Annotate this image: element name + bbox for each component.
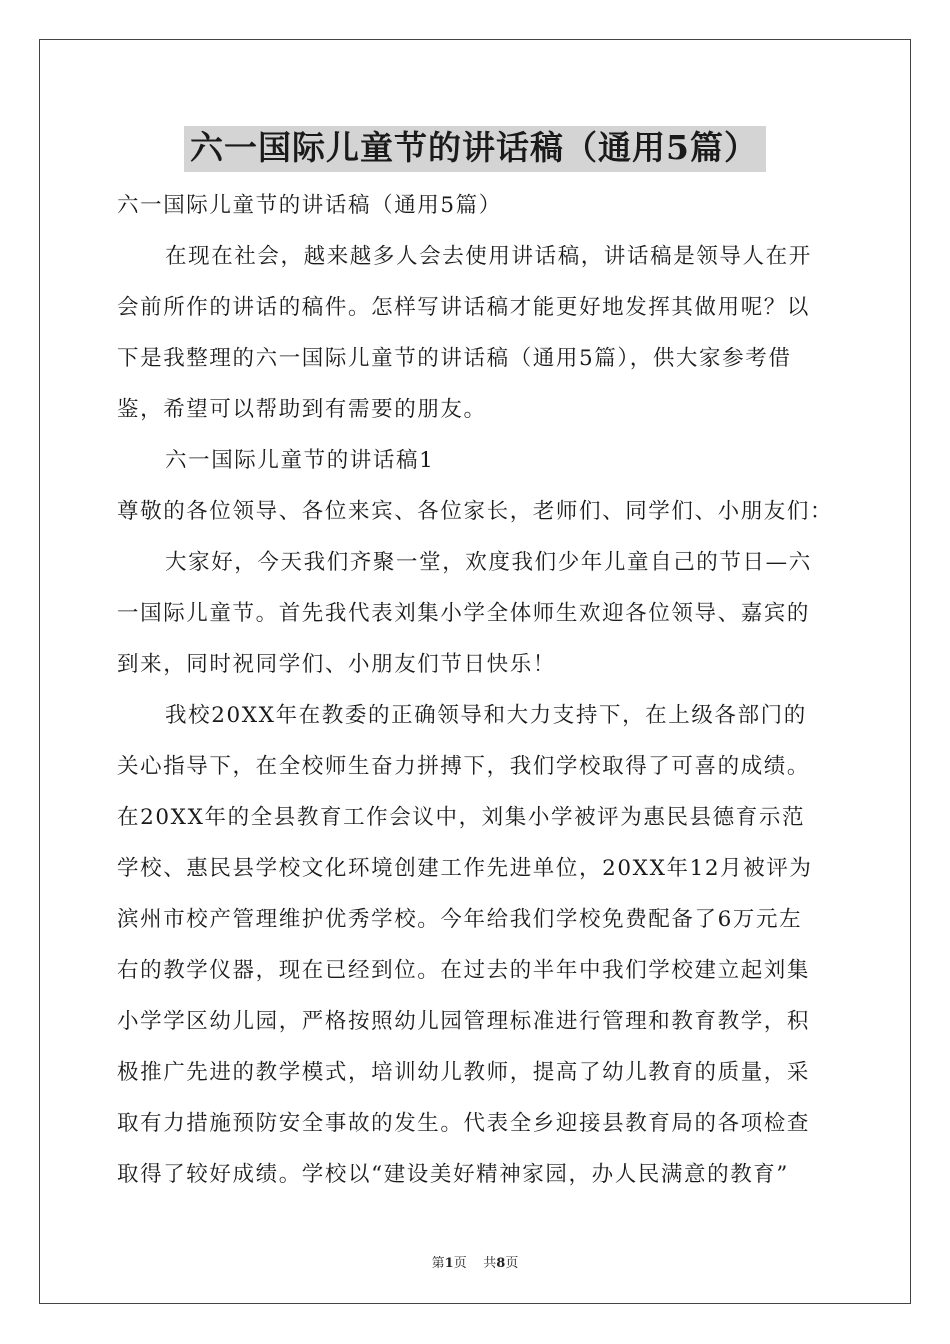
body-line: 滨州市校产管理维护优秀学校。今年给我们学校免费配备了6万元左 <box>117 907 803 932</box>
body-line: 下是我整理的六一国际儿童节的讲话稿（通用5篇），供大家参考借 <box>117 346 792 371</box>
body-line: 关心指导下，在全校师生奋力拼搏下，我们学校取得了可喜的成绩。 <box>117 754 811 779</box>
body-line: 右的教学仪器，现在已经到位。在过去的半年中我们学校建立起刘集 <box>117 958 811 983</box>
page-prefix: 第 <box>431 1256 445 1271</box>
page-footer <box>0 1252 950 1271</box>
body-line: 极推广先进的教学模式，培训幼儿教师，提高了幼儿教育的质量，采 <box>117 1060 811 1085</box>
body-line: 取得了较好成绩。学校以“建设美好精神家园，办人民满意的教育” <box>117 1162 789 1187</box>
subtitle-line: 六一国际儿童节的讲话稿（通用5篇） <box>117 193 502 218</box>
body-line: 小学学区幼儿园，严格按照幼儿园管理标准进行管理和教育教学，积 <box>117 1009 811 1034</box>
title-container <box>0 126 950 172</box>
total-pages: 8 <box>496 1256 506 1271</box>
salutation-line: 尊敬的各位领导、各位来宾、各位家长，老师们、同学们、小朋友们： <box>117 499 834 524</box>
body-line: 取有力措施预防安全事故的发生。代表全乡迎接县教育局的各项检查 <box>117 1111 811 1136</box>
page-suffix: 页 <box>453 1256 467 1271</box>
total-suffix: 页 <box>505 1256 519 1271</box>
body-line: 一国际儿童节。首先我代表刘集小学全体师生欢迎各位领导、嘉宾的 <box>117 601 811 626</box>
body-line: 在现在社会，越来越多人会去使用讲话稿，讲话稿是领导人在开 <box>165 244 812 269</box>
body-line: 鉴，希望可以帮助到有需要的朋友。 <box>117 397 487 422</box>
total-prefix: 共 <box>483 1256 497 1271</box>
body-line: 我校20XX年在教委的正确领导和大力支持下，在上级各部门的 <box>165 703 807 728</box>
body-line: 学校、惠民县学校文化环境创建工作先进单位，20XX年12月被评为 <box>117 856 813 881</box>
body-line: 大家好，今天我们齐聚一堂，欢度我们少年儿童自己的节日—六 <box>165 550 812 575</box>
body-line: 在20XX年的全县教育工作会议中，刘集小学被评为惠民县德育示范 <box>117 805 806 830</box>
document-title: 六一国际儿童节的讲话稿（通用5篇） <box>184 126 766 172</box>
body-line: 到来，同时祝同学们、小朋友们节日快乐！ <box>117 652 556 677</box>
document-body <box>117 180 837 1200</box>
section-heading: 六一国际儿童节的讲话稿1 <box>165 448 435 473</box>
body-line: 会前所作的讲话的稿件。怎样写讲话稿才能更好地发挥其做用呢？以 <box>117 295 811 320</box>
page-number: 1 <box>444 1256 454 1271</box>
